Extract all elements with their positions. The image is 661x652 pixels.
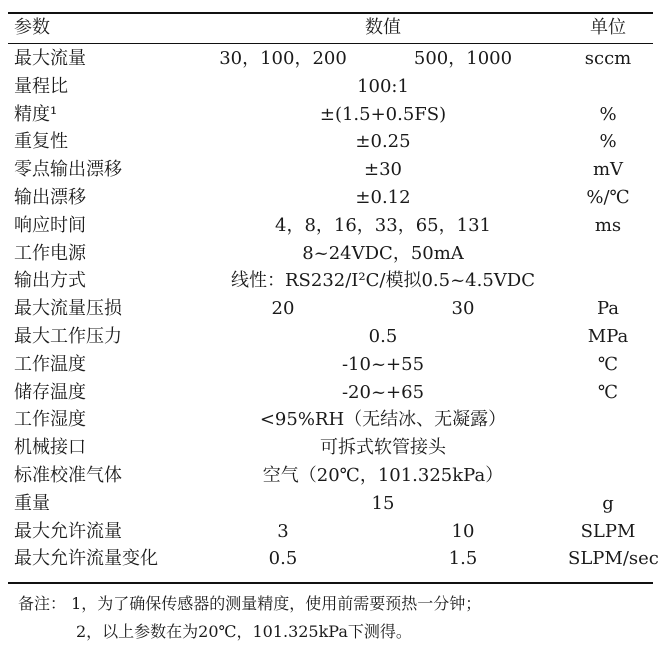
- row-value: 15: [371, 492, 395, 514]
- row-param: 重复性: [14, 131, 68, 153]
- table-row: [8, 45, 653, 73]
- table-row: [8, 73, 653, 101]
- row-value-a: 0.5: [268, 548, 298, 570]
- table-row: [8, 295, 653, 323]
- row-value-a: 30，100，200: [219, 48, 347, 69]
- header-param: 参数: [14, 17, 50, 38]
- row-param: 工作温度: [14, 353, 86, 375]
- row-param: 工作电源: [14, 242, 86, 264]
- row-param: 标准校准气体: [14, 465, 122, 486]
- row-unit: sccm: [584, 48, 632, 69]
- table-row: [8, 128, 653, 156]
- row-value: ±0.25: [355, 131, 411, 153]
- row-unit: %/℃: [586, 187, 630, 208]
- header-unit: 单位: [590, 17, 626, 38]
- notes: [18, 590, 481, 646]
- row-value-b: 1.5: [448, 548, 478, 570]
- row-param: 输出方式: [14, 270, 86, 292]
- table-row: [8, 267, 653, 295]
- row-unit: ℃: [597, 353, 619, 375]
- row-value: -10~+55: [341, 353, 425, 375]
- row-value-b: 500，1000: [413, 48, 513, 69]
- row-value: 4，8，16，33，65，131: [275, 214, 491, 236]
- table-bottom-rule: [8, 582, 653, 584]
- row-value: ±0.12: [355, 187, 411, 208]
- table-row: [8, 434, 653, 462]
- row-unit: ms: [594, 214, 622, 236]
- row-param: 输出漂移: [14, 187, 86, 208]
- table-header-rule: [8, 43, 653, 44]
- row-param: 量程比: [14, 75, 68, 97]
- note-line-1: 备注： 1，为了确保传感器的测量精度，使用前需要预热一分钟；: [18, 594, 482, 613]
- table-row: [8, 323, 653, 351]
- row-value-b: 30: [451, 298, 475, 320]
- note-line-2: 2，以上参数在为20℃，101.325kPa下测得。: [76, 622, 412, 641]
- row-param: 机械接口: [14, 437, 86, 459]
- row-unit: MPa: [587, 326, 629, 347]
- row-value-a: 3: [277, 520, 289, 542]
- row-param: 精度¹: [14, 103, 58, 125]
- row-param: 储存温度: [14, 381, 86, 403]
- row-unit: mV: [592, 159, 624, 181]
- row-value-a: 20: [271, 298, 295, 320]
- row-value: 8~24VDC，50mA: [302, 242, 464, 264]
- row-param: 最大流量压损: [14, 298, 122, 320]
- table-row: [8, 490, 653, 518]
- row-param: 最大流量: [14, 48, 86, 69]
- row-param: 最大允许流量: [14, 520, 122, 542]
- table-row: [8, 379, 653, 407]
- row-param: 最大工作压力: [14, 326, 122, 347]
- row-value-b: 10: [451, 520, 475, 542]
- row-value: 可拆式软管接头: [320, 437, 446, 459]
- row-value: -20~+65: [341, 381, 425, 403]
- row-unit: SLPM/sec: [568, 548, 659, 570]
- row-value: 空气（20℃，101.325kPa）: [262, 465, 504, 486]
- row-param: 响应时间: [14, 214, 86, 236]
- row-param: 零点输出漂移: [14, 159, 122, 181]
- table-row: [8, 240, 653, 268]
- table-row: [8, 462, 653, 490]
- table-row: [8, 212, 653, 240]
- table-header-row: [8, 14, 653, 42]
- table-row: [8, 351, 653, 379]
- row-value: 线性：RS232/I²C/模拟0.5~4.5VDC: [230, 270, 535, 292]
- row-unit: ℃: [597, 381, 619, 403]
- table-row: [8, 184, 653, 212]
- row-value: 0.5: [368, 326, 398, 347]
- row-unit: Pa: [596, 298, 620, 320]
- header-value: 数值: [365, 17, 401, 38]
- row-value: ±30: [364, 159, 402, 181]
- row-unit: g: [602, 492, 614, 514]
- row-param: 最大允许流量变化: [14, 548, 158, 570]
- row-param: 工作湿度: [14, 409, 86, 431]
- table-row: [8, 406, 653, 434]
- row-value: <95%RH（无结冰、无凝露）: [259, 409, 507, 431]
- row-value: 100:1: [357, 75, 409, 97]
- row-unit: SLPM: [580, 520, 636, 542]
- table-row: [8, 518, 653, 546]
- table-row: [8, 101, 653, 129]
- row-unit: %: [599, 131, 617, 153]
- table-row: [8, 545, 659, 573]
- row-value: ±(1.5+0.5FS): [319, 103, 447, 125]
- row-param: 重量: [14, 492, 50, 514]
- row-unit: %: [599, 103, 617, 125]
- table-row: [8, 156, 653, 184]
